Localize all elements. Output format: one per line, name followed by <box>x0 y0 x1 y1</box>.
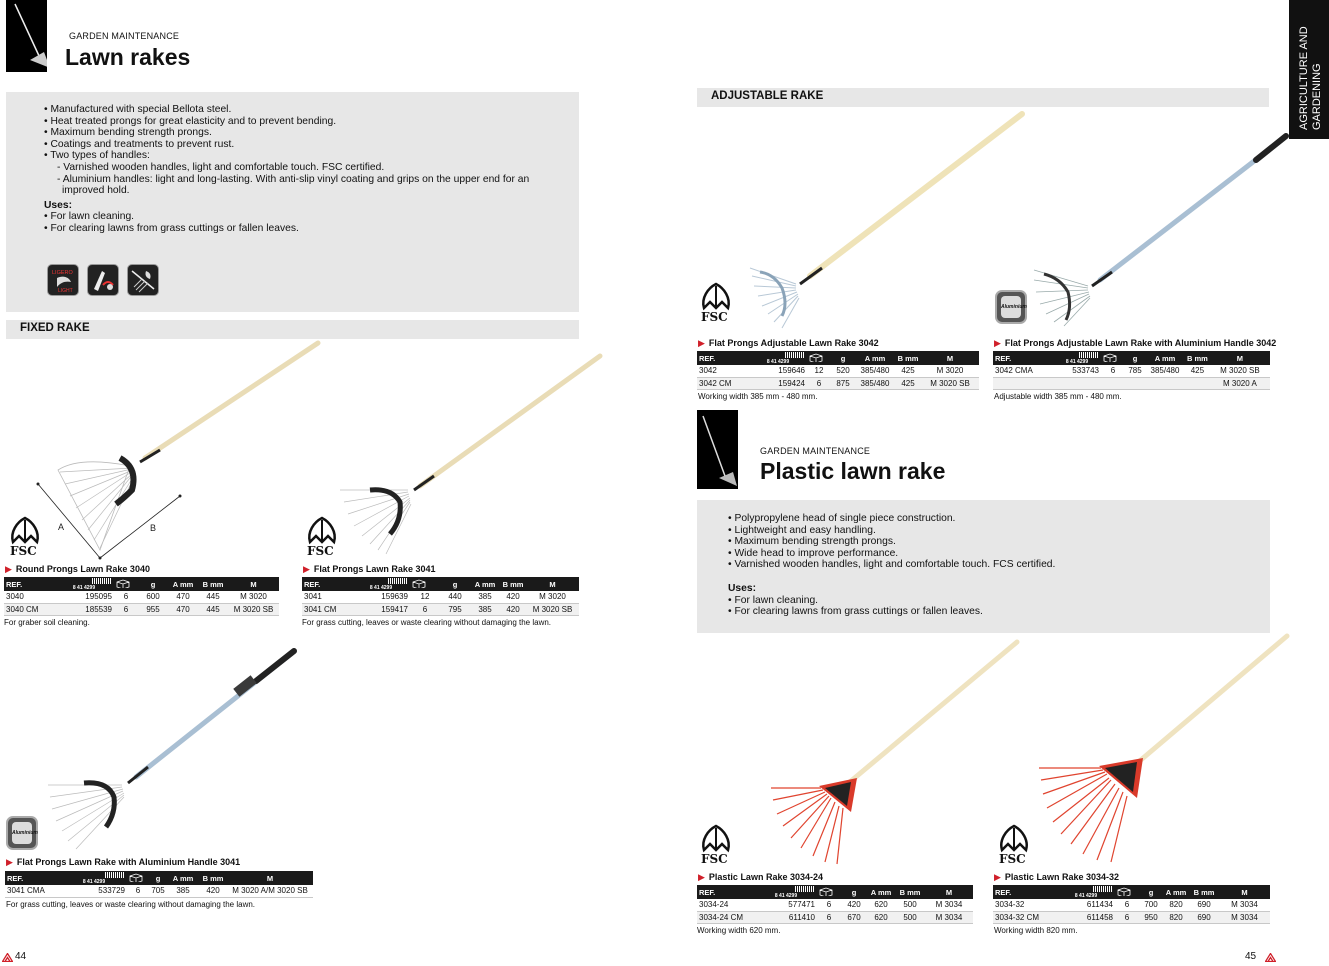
col-m: M <box>227 871 313 885</box>
col-g: g <box>841 885 867 899</box>
col-ean: 8 41 4299 <box>61 871 127 885</box>
col-ean: 8 41 4299 <box>1053 351 1101 365</box>
barcode-icon <box>795 886 815 892</box>
fixed-rake-section-header: FIXED RAKE <box>6 320 579 339</box>
feature-line: • Lightweight and easy handling. <box>728 524 876 536</box>
product-title-3040: ▶ Round Prongs Lawn Rake 3040 <box>5 564 150 574</box>
col-a: A mm <box>855 351 895 365</box>
steel-strength-icon <box>87 264 119 296</box>
col-ean: 8 41 4299 <box>352 577 410 591</box>
arrow-bullet-icon: ▶ <box>698 872 705 882</box>
feature-line: • Polypropylene head of single piece construction. <box>728 513 956 524</box>
rake-thumbnail-icon <box>6 0 47 72</box>
col-m: M <box>921 351 979 365</box>
left-feature-list <box>44 104 529 235</box>
table-header-row <box>4 577 279 591</box>
fsc-logo-icon <box>698 820 734 866</box>
fsc-label: FSC <box>701 852 728 866</box>
col-a: A mm <box>867 885 895 899</box>
note-3041-aluminium: For grass cutting, leaves or waste clearing without damaging the lawn. <box>6 900 256 909</box>
col-ean: 8 41 4299 <box>1057 885 1115 899</box>
col-m: M <box>228 577 279 591</box>
rake-3034-24-image <box>765 636 1025 866</box>
table-row: 3042 CM 159424 6 875 385/480 425 M 3020 SB <box>697 377 979 389</box>
side-tab-line1: AGRICULTURE AND <box>1298 26 1310 130</box>
aluminium-badge-label: Aluminium <box>1001 296 1021 318</box>
table-header-row <box>5 871 313 885</box>
side-tab-line2: GARDENING <box>1311 63 1323 130</box>
side-tab-text <box>1289 0 1329 139</box>
fsc-logo-icon <box>698 278 734 324</box>
col-a: A mm <box>1163 885 1189 899</box>
arrow-bullet-icon: ▶ <box>698 338 705 348</box>
table-row: 3034-32 CM 611458 6 950 820 690 M 3034 <box>993 911 1270 923</box>
product-title-3041: ▶ Flat Prongs Lawn Rake 3041 <box>303 564 436 574</box>
uses-line: • For clearing lawns from grass cuttings or fallen leaves. <box>44 222 299 234</box>
uses-line: • For lawn cleaning. <box>44 211 135 223</box>
table-row: 3040 195095 6 600 470 445 M 3020 <box>4 591 279 603</box>
spec-table-3041-aluminium <box>5 871 313 898</box>
col-a: A mm <box>1145 351 1185 365</box>
table-header-row <box>993 351 1270 365</box>
table-row: 3034-24 577471 6 420 620 500 M 3034 <box>697 899 973 911</box>
col-m: M <box>1219 885 1270 899</box>
col-box-icon <box>114 577 138 591</box>
spec-table-3042 <box>697 351 979 390</box>
right-kicker: GARDEN MAINTENANCE <box>760 446 871 456</box>
dimension-b-label: B <box>150 523 157 533</box>
barcode-icon <box>105 872 125 878</box>
table-row: 3034-24 CM 611410 6 670 620 500 M 3034 <box>697 911 973 923</box>
col-ref: REF. <box>302 577 352 591</box>
spec-table-3034-24 <box>697 885 973 924</box>
feature-subline: - Aluminium handles: light and long-lasting. With anti-slip vinyl coating and grips on the upper end for an <box>57 173 530 185</box>
feature-line: • Coatings and treatments to prevent rust. <box>44 138 235 150</box>
col-b: B mm <box>500 577 526 591</box>
spec-table-3041 <box>302 577 579 616</box>
table-row: 3034-32 611434 6 700 820 690 M 3034 <box>993 899 1270 911</box>
left-kicker: GARDEN MAINTENANCE <box>69 31 180 41</box>
col-box-icon <box>807 351 831 365</box>
feature-subline: - Varnished wooden handles, light and comfortable touch. FSC certified. <box>57 161 385 173</box>
fsc-label: FSC <box>999 852 1026 866</box>
product-title-3042: ▶ Flat Prongs Adjustable Lawn Rake 3042 <box>698 338 879 348</box>
feature-line: • Wide head to improve performance. <box>728 547 899 559</box>
fsc-logo-icon <box>996 820 1032 866</box>
fsc-label: FSC <box>10 544 37 558</box>
table-header-row <box>993 885 1270 899</box>
note-3034-32: Working width 820 mm. <box>994 926 1078 935</box>
rake-3042-image <box>730 108 1030 333</box>
feature-line: • Maximum bending strength prongs. <box>44 127 212 139</box>
product-title-3041-aluminium: ▶ Flat Prongs Lawn Rake with Aluminium Handle 3041 <box>6 857 241 867</box>
col-box-icon <box>1101 351 1125 365</box>
table-row: 3042 CMA 533743 6 785 385/480 425 M 3020 SB <box>993 365 1270 377</box>
box-icon <box>1103 353 1117 362</box>
box-icon <box>129 873 143 882</box>
arrow-bullet-icon: ▶ <box>994 872 1001 882</box>
table-row: 3042 159646 12 520 385/480 425 M 3020 <box>697 365 979 377</box>
spec-table-3034-32 <box>993 885 1270 924</box>
spec-table-3040 <box>4 577 279 616</box>
header-thumbnail-left <box>6 0 47 72</box>
fsc-logo-icon <box>7 512 43 558</box>
col-ref: REF. <box>697 351 749 365</box>
barcode-icon <box>1093 886 1113 892</box>
barcode-icon <box>388 578 408 584</box>
spec-table-3042-aluminium <box>993 351 1270 390</box>
adjustable-rake-section-header: ADJUSTABLE RAKE <box>697 88 1269 107</box>
col-m: M <box>925 885 973 899</box>
col-g: g <box>831 351 855 365</box>
barcode-icon <box>785 352 805 358</box>
box-icon <box>1117 887 1131 896</box>
col-b: B mm <box>199 871 227 885</box>
table-header-row <box>697 351 979 365</box>
header-thumbnail-right <box>697 410 738 489</box>
col-a: A mm <box>167 871 199 885</box>
table-row: 3040 CM 185539 6 955 470 445 M 3020 SB <box>4 603 279 615</box>
fsc-label: FSC <box>307 544 334 558</box>
left-page-title: Lawn rakes <box>65 44 191 70</box>
feature-line: • Two types of handles: <box>44 150 150 162</box>
col-b: B mm <box>895 351 921 365</box>
note-3042-aluminium: Adjustable width 385 mm - 480 mm. <box>994 392 1122 401</box>
col-ean: 8 41 4299 <box>54 577 114 591</box>
arrow-bullet-icon: ▶ <box>303 564 310 574</box>
rake-3034-32-image <box>1035 630 1295 866</box>
col-box-icon <box>127 871 149 885</box>
col-ean: 8 41 4299 <box>755 885 817 899</box>
box-icon <box>116 579 130 588</box>
uses-line: • For lawn cleaning. <box>728 594 819 606</box>
box-icon <box>819 887 833 896</box>
col-box-icon <box>1115 885 1139 899</box>
aluminium-badge-icon <box>6 816 38 850</box>
bellota-logo-icon <box>2 953 13 962</box>
barcode-icon <box>1079 352 1099 358</box>
table-header-row <box>697 885 973 899</box>
col-ref: REF. <box>697 885 755 899</box>
box-icon <box>412 579 426 588</box>
col-g: g <box>1125 351 1145 365</box>
fsc-label: FSC <box>701 310 728 324</box>
feature-subline: improved hold. <box>62 185 130 197</box>
table-header-row <box>302 577 579 591</box>
table-row: M 3020 A <box>993 377 1270 389</box>
table-row: 3041 CM 159417 6 795 385 420 M 3020 SB <box>302 603 579 615</box>
col-a: A mm <box>168 577 198 591</box>
uses-label: Uses: <box>44 199 73 211</box>
col-g: g <box>440 577 470 591</box>
rake-3041-aluminium-image <box>36 645 306 855</box>
page-number-right: 45 <box>1245 951 1257 962</box>
box-icon <box>809 353 823 362</box>
table-row: 3041 159639 12 440 385 420 M 3020 <box>302 591 579 603</box>
product-title-3042-aluminium: ▶ Flat Prongs Adjustable Lawn Rake with Aluminium Handle 3042 <box>994 338 1277 348</box>
dimension-a-label: A <box>58 522 65 532</box>
note-3041: For grass cutting, leaves or waste clearing without damaging the lawn. <box>302 618 552 627</box>
right-feature-list <box>728 513 1055 618</box>
col-ref: REF. <box>5 871 61 885</box>
arrow-bullet-icon: ▶ <box>994 338 1001 348</box>
section-side-tab <box>1289 0 1329 139</box>
right-page-title: Plastic lawn rake <box>760 458 946 484</box>
arrow-bullet-icon: ▶ <box>5 564 12 574</box>
col-ean: 8 41 4299 <box>749 351 807 365</box>
col-m: M <box>526 577 579 591</box>
light-badge-bottom: LIGHT <box>58 288 73 294</box>
fsc-logo-icon <box>304 512 340 558</box>
page-number-left: 44 <box>15 951 27 962</box>
feature-line: • Maximum bending strength prongs. <box>728 536 896 548</box>
aluminium-badge-icon <box>995 290 1027 324</box>
col-ref: REF. <box>993 885 1057 899</box>
bellota-logo-icon <box>1265 953 1276 962</box>
col-b: B mm <box>895 885 925 899</box>
arrow-bullet-icon: ▶ <box>6 857 13 867</box>
col-m: M <box>1210 351 1270 365</box>
feature-line: • Heat treated prongs for great elasticity and to prevent bending. <box>44 115 337 127</box>
note-3034-24: Working width 620 mm. <box>697 926 781 935</box>
col-g: g <box>149 871 167 885</box>
uses-label: Uses: <box>728 582 757 594</box>
feature-line: • Manufactured with special Bellota steel. <box>44 104 232 115</box>
col-box-icon <box>817 885 841 899</box>
rake-3042-aluminium-image <box>1020 130 1290 330</box>
leaf-rake-icon <box>127 264 159 296</box>
light-badge-top: LIGERO <box>52 270 73 276</box>
table-row: 3041 CMA 533729 6 705 385 420 M 3020 A/M 3020 SB <box>5 885 313 897</box>
product-title-3034-32: ▶ Plastic Lawn Rake 3034-32 <box>994 872 1119 882</box>
feature-line: • Varnished wooden handles, light and comfortable touch. FCS certified. <box>728 559 1056 571</box>
col-ref: REF. <box>4 577 54 591</box>
col-a: A mm <box>470 577 500 591</box>
uses-line: • For clearing lawns from grass cuttings or fallen leaves. <box>728 606 983 618</box>
col-b: B mm <box>198 577 228 591</box>
product-title-3034-24: ▶ Plastic Lawn Rake 3034-24 <box>698 872 823 882</box>
barcode-icon <box>92 578 112 584</box>
rake-3040-image <box>20 338 330 568</box>
col-g: g <box>138 577 168 591</box>
light-badge-icon <box>47 264 79 296</box>
col-g: g <box>1139 885 1163 899</box>
note-3042: Working width 385 mm - 480 mm. <box>698 392 818 401</box>
col-ref: REF. <box>993 351 1053 365</box>
col-b: B mm <box>1185 351 1210 365</box>
aluminium-badge-label: Aluminium <box>12 822 32 844</box>
rake-3041-image <box>310 350 610 560</box>
col-box-icon <box>410 577 440 591</box>
rake-thumbnail-icon <box>697 410 738 489</box>
note-3040: For graber soil cleaning. <box>4 618 90 627</box>
col-b: B mm <box>1189 885 1219 899</box>
